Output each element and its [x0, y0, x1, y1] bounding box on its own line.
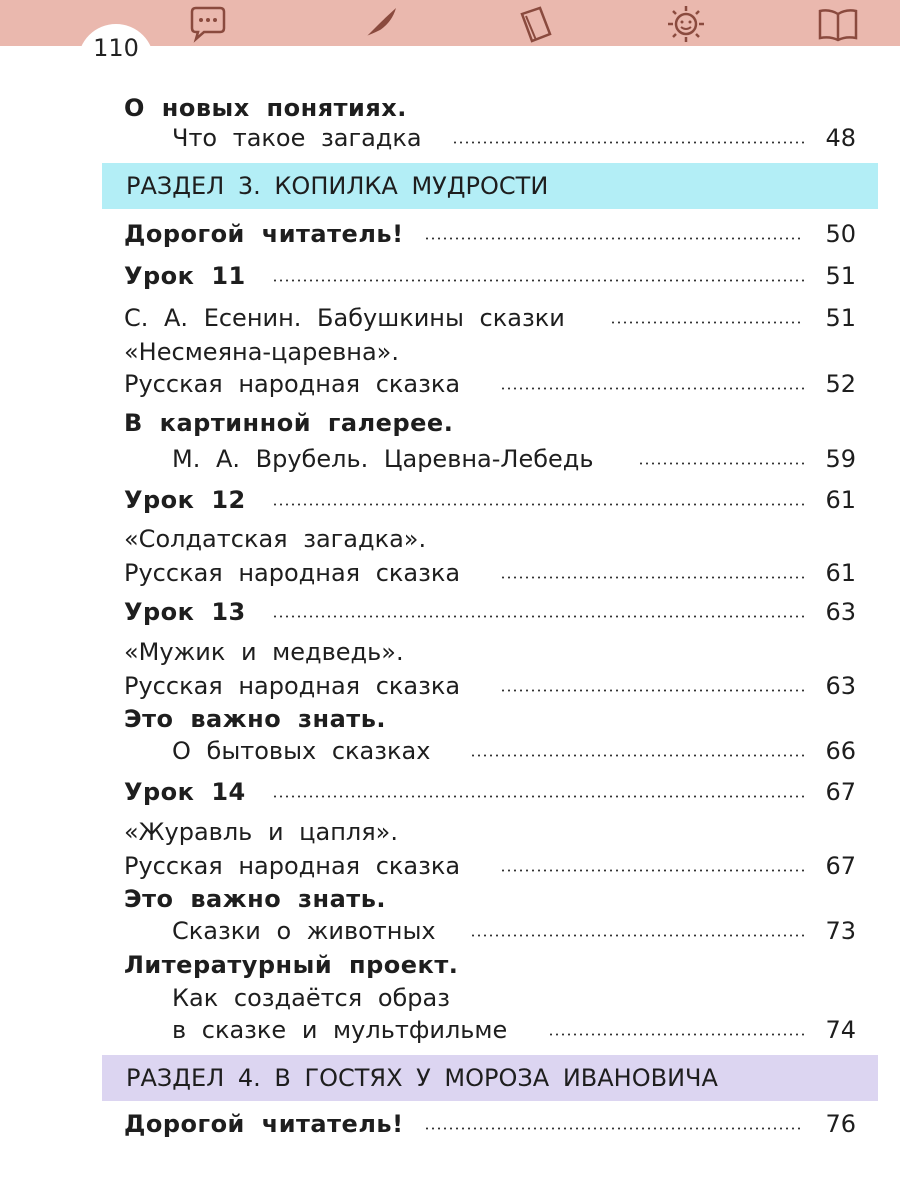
toc-entry[interactable]: [0, 1010, 900, 1050]
page-number: 110: [78, 24, 154, 68]
toc-entry-title: Дорогой читатель!: [124, 220, 404, 248]
toc-entry-page: 51: [825, 304, 856, 332]
toc-entry-title: Русская народная сказка: [124, 370, 461, 398]
dot-leader: [452, 141, 804, 144]
toc-entry[interactable]: [0, 553, 900, 593]
toc-entry-title: Урок 13: [124, 598, 246, 626]
toc-entry-title: М. А. Врубель. Царевна-Лебедь: [172, 445, 594, 473]
toc-heading-text: Это важно знать.: [124, 885, 386, 913]
toc-entry-title: Русская народная сказка: [124, 672, 461, 700]
dot-leader: [610, 321, 804, 324]
toc-entry-page: 66: [825, 737, 856, 765]
toc-entry-page: 63: [825, 598, 856, 626]
toc-entry-title: Что такое загадка: [172, 124, 422, 152]
section-4-title: РАЗДЕЛ 4. В ГОСТЯХ У МОРОЗА ИВАНОВИЧА: [126, 1064, 718, 1092]
dot-leader: [470, 934, 804, 937]
sun-icon: [664, 4, 708, 44]
toc-heading-text: Это важно знать.: [124, 705, 386, 733]
speech-bubble-icon: [186, 4, 230, 44]
toc-entry[interactable]: [0, 439, 900, 479]
toc-entry[interactable]: [0, 592, 900, 632]
toc-entry[interactable]: [0, 214, 900, 254]
toc-entry-page: 76: [825, 1110, 856, 1138]
toc-entry[interactable]: [0, 118, 900, 158]
dot-leader: [272, 503, 804, 506]
toc-entry-page: 61: [825, 559, 856, 587]
dot-leader: [272, 279, 804, 282]
dot-leader: [500, 869, 804, 872]
dot-leader: [500, 689, 804, 692]
toc-entry[interactable]: [0, 772, 900, 812]
toc-entry-title: Урок 11: [124, 262, 246, 290]
toc-entry-page: 74: [825, 1016, 856, 1044]
toc-entry-title: «Солдатская загадка».: [124, 525, 427, 553]
open-book-icon: [816, 4, 860, 44]
dot-leader: [272, 615, 804, 618]
dot-leader: [500, 576, 804, 579]
toc-entry-title: «Журавль и цапля».: [124, 818, 398, 846]
dot-leader: [470, 754, 804, 757]
toc-entry-page: 59: [825, 445, 856, 473]
toc-heading-text: В картинной галерее.: [124, 409, 454, 437]
toc-heading-text: О новых понятиях.: [124, 94, 407, 122]
section-4-heading[interactable]: [102, 1055, 878, 1101]
toc-entry-title: «Несмеяна-царевна».: [124, 338, 399, 366]
toc-entry-page: 67: [825, 852, 856, 880]
dot-leader: [548, 1033, 804, 1036]
dot-leader: [272, 795, 804, 798]
toc-entry-title: С. А. Есенин. Бабушкины сказки: [124, 304, 565, 332]
toc-entry[interactable]: [0, 364, 900, 404]
toc-entry-page: 67: [825, 778, 856, 806]
toc-entry-page: 61: [825, 486, 856, 514]
book-icon: [514, 4, 558, 44]
toc-entry-title: Урок 14: [124, 778, 246, 806]
section-3-heading[interactable]: [102, 163, 878, 209]
toc-entry[interactable]: [0, 731, 900, 771]
toc-heading-text: Литературный проект.: [124, 951, 459, 979]
feather-icon: [356, 4, 400, 44]
toc-entry-page: 50: [825, 220, 856, 248]
toc-entry-title: «Мужик и медведь».: [124, 638, 404, 666]
toc-entry-title: в сказке и мультфильме: [172, 1016, 508, 1044]
toc-heading: [0, 403, 900, 443]
toc-entry-page: 73: [825, 917, 856, 945]
toc-entry-title: Русская народная сказка: [124, 559, 461, 587]
section-3-title: РАЗДЕЛ 3. КОПИЛКА МУДРОСТИ: [126, 172, 549, 200]
toc-entry-page: 48: [825, 124, 856, 152]
toc-entry-page: 63: [825, 672, 856, 700]
toc-entry[interactable]: [0, 1104, 900, 1144]
toc-entry-title: Сказки о животных: [172, 917, 436, 945]
toc-entry-title: Как создаётся образ: [172, 984, 451, 1012]
toc-entry[interactable]: [0, 480, 900, 520]
toc-entry-page: 52: [825, 370, 856, 398]
toc-entry-title: Урок 12: [124, 486, 246, 514]
dot-leader: [424, 237, 804, 240]
toc-entry-title: О бытовых сказках: [172, 737, 431, 765]
toc-entry-title: Русская народная сказка: [124, 852, 461, 880]
toc-entry-page: 51: [825, 262, 856, 290]
toc-entry-title: Дорогой читатель!: [124, 1110, 404, 1138]
toc-entry[interactable]: [0, 256, 900, 296]
dot-leader: [500, 387, 804, 390]
dot-leader: [424, 1127, 804, 1130]
